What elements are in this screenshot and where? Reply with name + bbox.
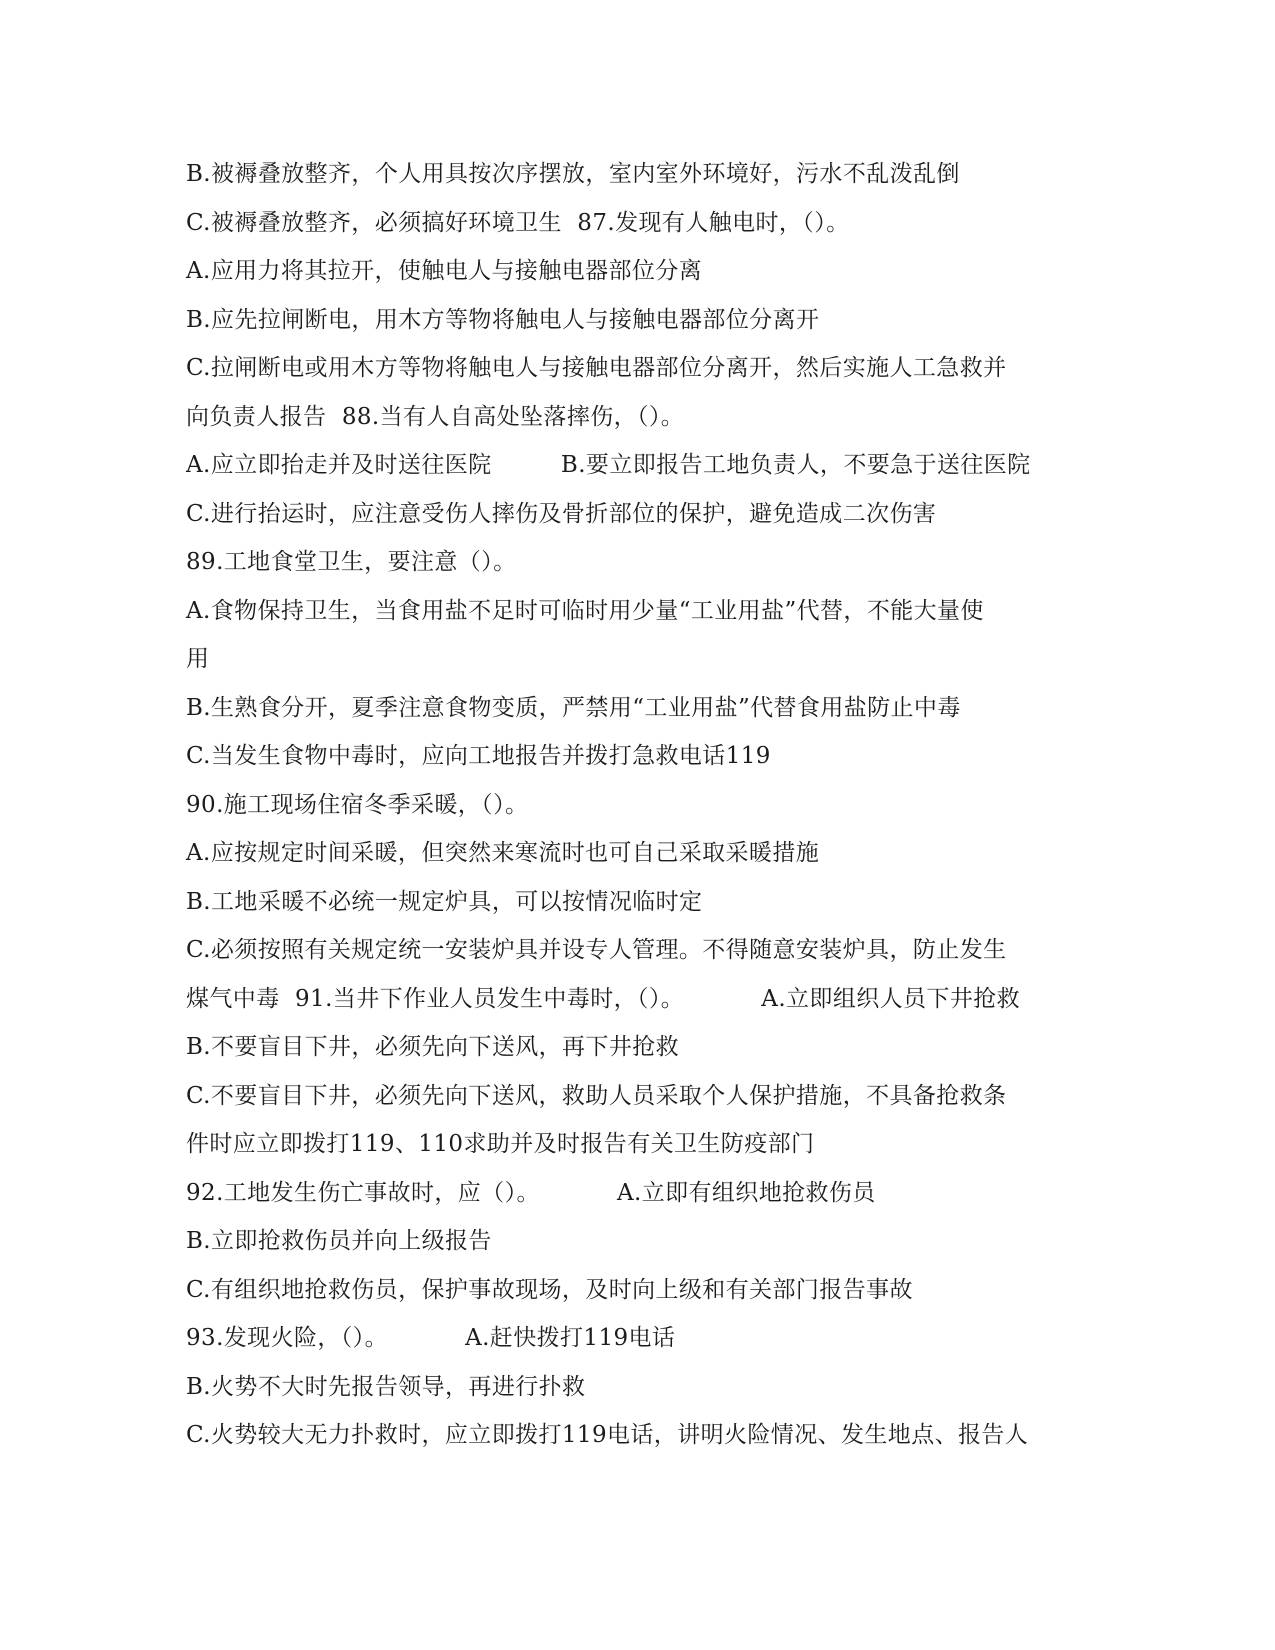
text-line: B.立即抢救伤员并向上级报告 [186, 1228, 492, 1254]
text-line: C.火势较大无力扑救时，应立即拨打119电话，讲明火险情况、发生地点、报告人 [186, 1422, 1029, 1448]
text-line: A.应按规定时间采暖，但突然来寒流时也可自己采取采暖措施 [186, 840, 820, 866]
text-line: B.生熟食分开，夏季注意食物变质，严禁用“工业用盐”代替食用盐防止中毒 [186, 694, 961, 721]
text-line: C.必须按照有关规定统一安装炉具并设专人管理。不得随意安装炉具，防止发生 [186, 937, 1007, 963]
text-line: B.被褥叠放整齐，个人用具按次序摆放，室内室外环境好，污水不乱泼乱倒 [186, 161, 960, 187]
text-line: A.应立即抬走并及时送往医院 B.要立即报告工地负责人，不要急于送往医院 [186, 452, 1031, 478]
text-line: 90.施工现场住宿冬季采暖，（）。 [186, 791, 529, 818]
text-line: B.应先拉闸断电，用木方等物将触电人与接触电器部位分离开 [186, 306, 820, 333]
text-line: C.有组织地抢救伤员，保护事故现场，及时向上级和有关部门报告事故 [186, 1276, 913, 1303]
text-line: B.火势不大时先报告领导，再进行扑救 [186, 1373, 586, 1400]
document-body [186, 155, 1086, 1465]
text-line: B.工地采暖不必统一规定炉具，可以按情况临时定 [186, 888, 703, 915]
text-line: C.不要盲目下井，必须先向下送风，救助人员采取个人保护措施，不具备抢救条 [186, 1082, 1007, 1109]
text-line: C.当发生食物中毒时，应向工地报告并拨打急救电话119 [186, 743, 771, 769]
text-line: 93.发现火险，（）。 A.赶快拨打119电话 [186, 1325, 676, 1351]
text-line: C.进行抬运时，应注意受伤人摔伤及骨折部位的保护，避免造成二次伤害 [186, 500, 937, 527]
text-line: 煤气中毒 91.当井下作业人员发生中毒时，（）。 A.立即组织人员下井抢救 [186, 985, 1021, 1012]
text-line: 件时应立即拨打119、110求助并及时报告有关卫生防疫部门 [186, 1131, 815, 1157]
text-line: A.应用力将其拉开，使触电人与接触电器部位分离 [186, 258, 703, 284]
text-line: 用 [186, 646, 210, 672]
text-line: 92.工地发生伤亡事故时，应（）。 A.立即有组织地抢救伤员 [186, 1179, 876, 1206]
text-line: C.被褥叠放整齐，必须搞好环境卫生 87.发现有人触电时，（）。 [186, 209, 850, 236]
text-line: B.不要盲目下井，必须先向下送风，再下井抢救 [186, 1034, 680, 1060]
text-line: 向负责人报告 88.当有人自高处坠落摔伤，（）。 [186, 403, 685, 430]
text-line: 89.工地食堂卫生，要注意（）。 [186, 549, 517, 575]
text-line: C.拉闸断电或用木方等物将触电人与接触电器部位分离开，然后实施人工急救并 [186, 355, 1007, 381]
text-line: A.食物保持卫生，当食用盐不足时可临时用少量“工业用盐”代替，不能大量使 [186, 597, 984, 624]
